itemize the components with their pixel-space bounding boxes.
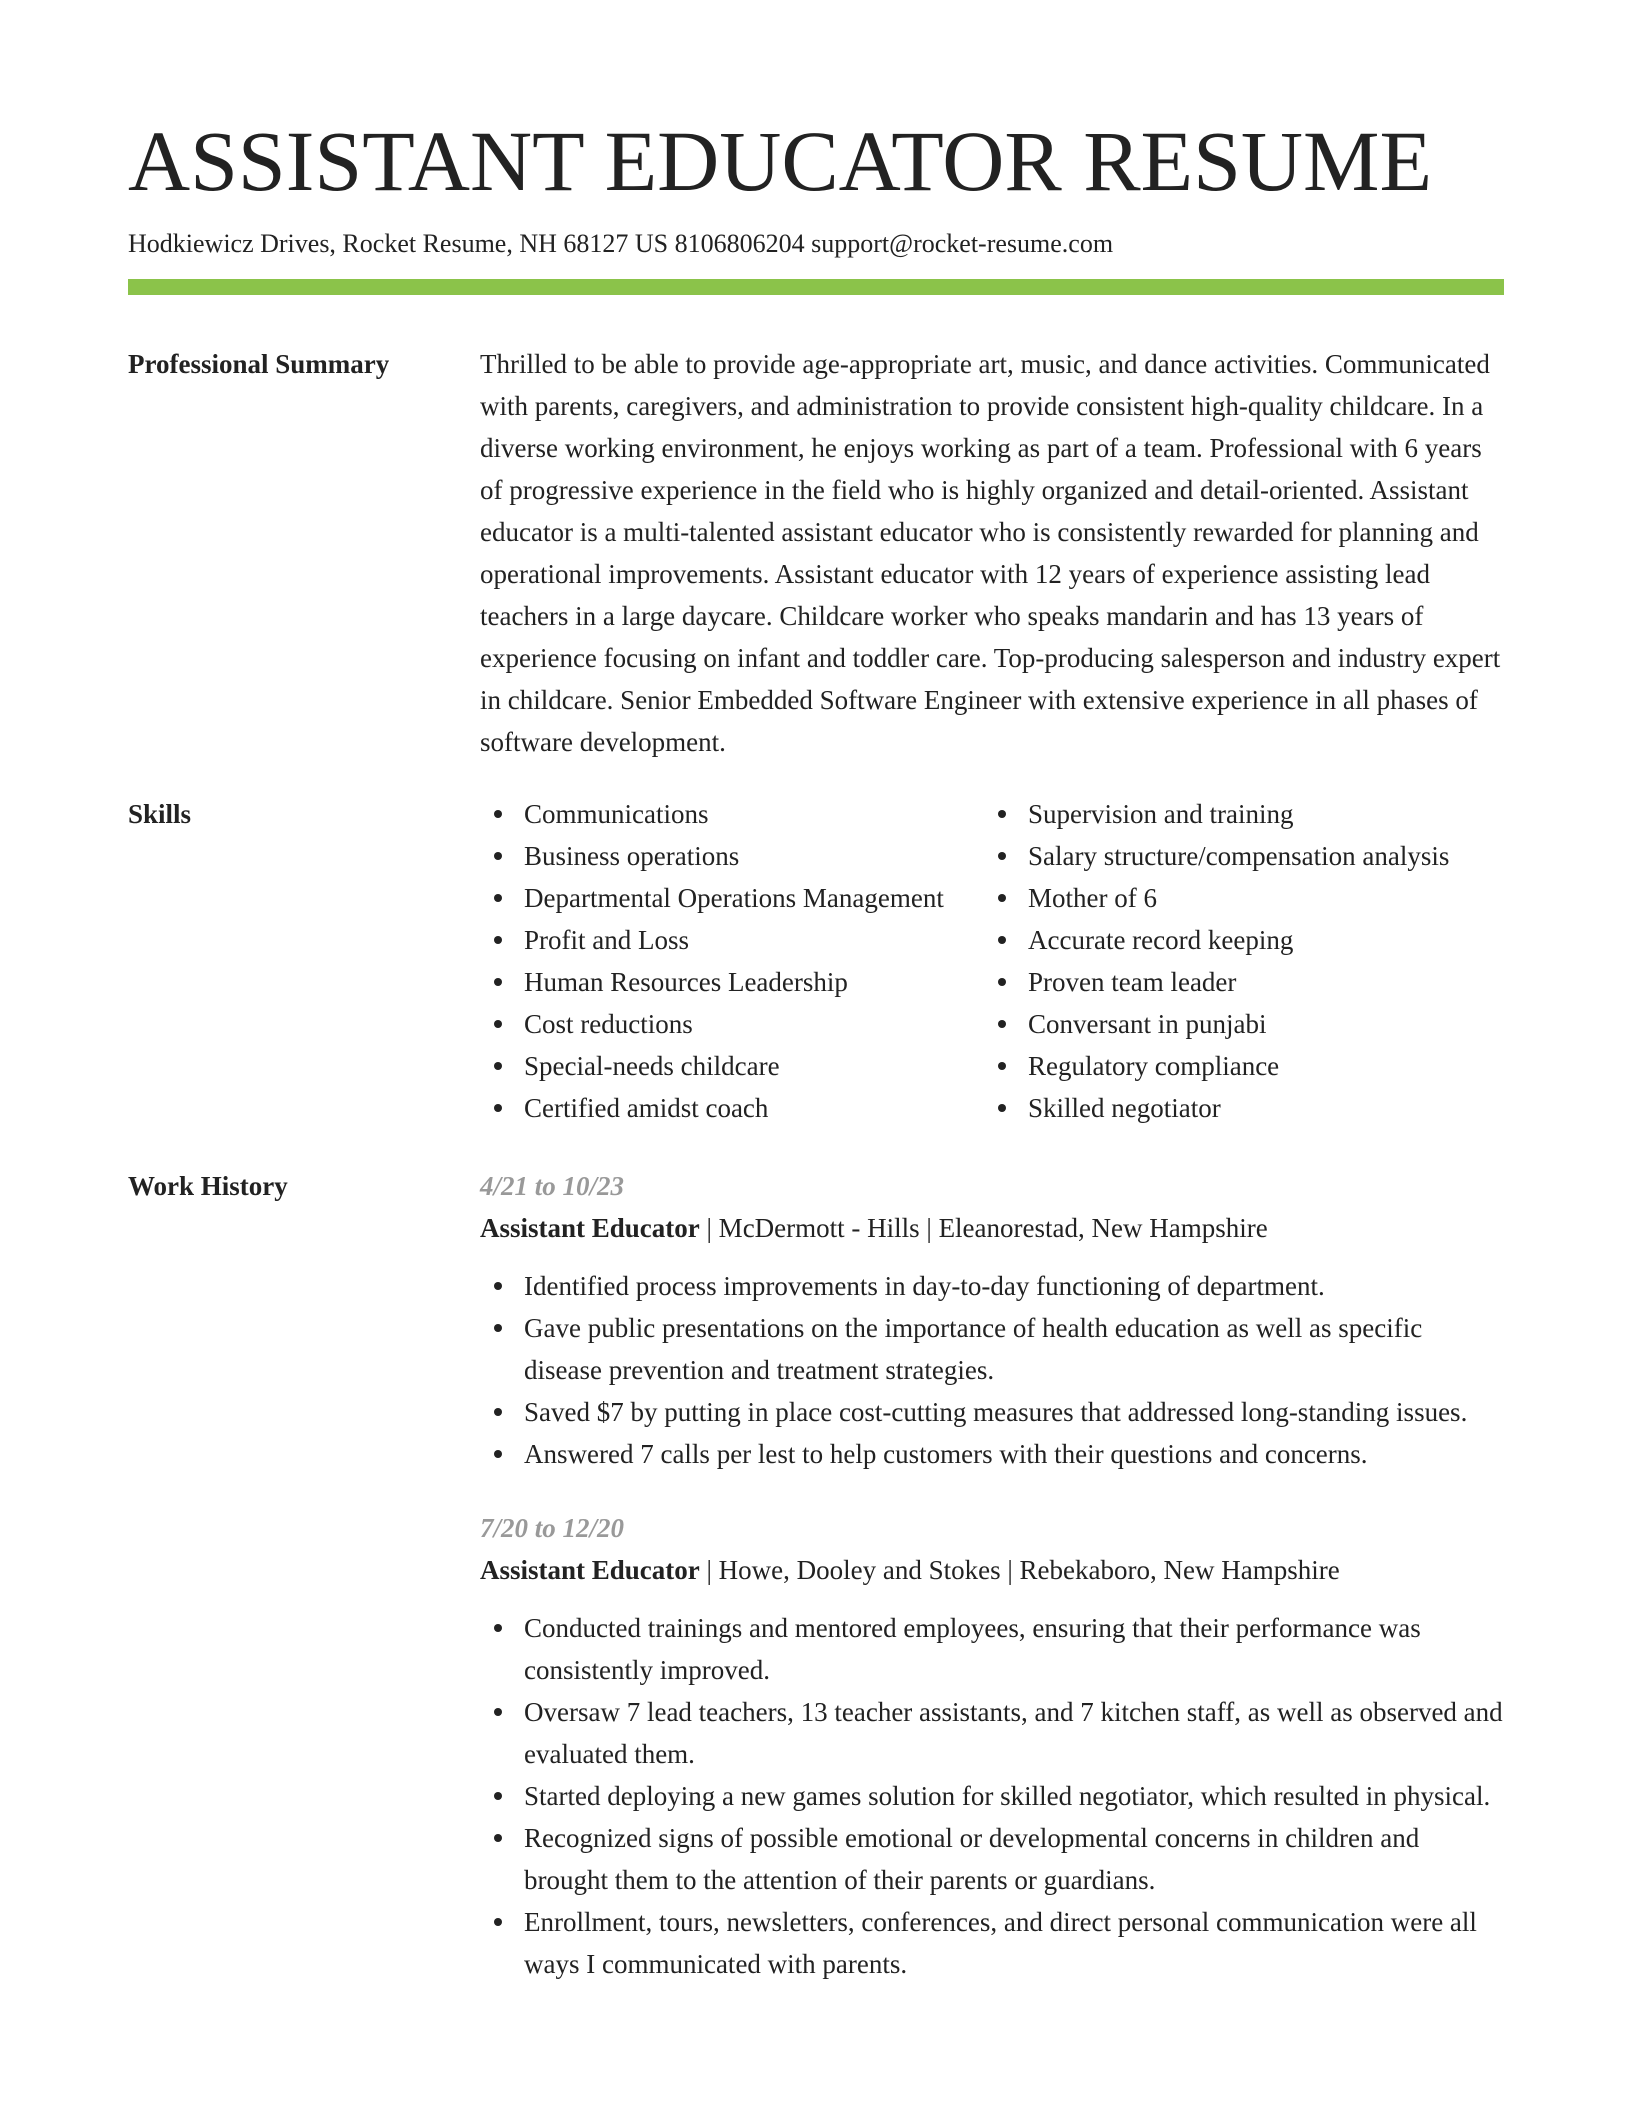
work-history-body: [480, 1165, 1504, 1985]
header-divider: [128, 279, 1504, 295]
skill-item: Communications: [480, 793, 984, 835]
job-bullet: Enrollment, tours, newsletters, conferences, and direct personal communication were all ways I communicated with parents.: [480, 1901, 1504, 1985]
skills-section: [128, 793, 1504, 1129]
skill-item: Cost reductions: [480, 1003, 984, 1045]
job-title: Assistant Educator: [480, 1213, 700, 1244]
job-title: Assistant Educator: [480, 1555, 700, 1586]
skill-item: Special-needs childcare: [480, 1045, 984, 1087]
skill-item: Salary structure/compensation analysis: [984, 835, 1504, 877]
skill-item: Conversant in punjabi: [984, 1003, 1504, 1045]
skill-item: Profit and Loss: [480, 919, 984, 961]
skill-item: Supervision and training: [984, 793, 1504, 835]
skills-list-left: [480, 793, 984, 1129]
resume-page: [128, 113, 1504, 1985]
skill-item: Certified amidst coach: [480, 1087, 984, 1129]
job-bullet-list: [480, 1265, 1504, 1475]
job-bullet: Started deploying a new games solution for skilled negotiator, which resulted in physical.: [480, 1775, 1504, 1817]
job-entry: [480, 1165, 1504, 1475]
skills-body: [480, 793, 1504, 1129]
job-dates: 7/20 to 12/20: [480, 1513, 625, 1544]
contact-line: Hodkiewicz Drives, Rocket Resume, NH 68127 US 8106806204 support@rocket-resume.com: [128, 229, 1114, 258]
work-history-section: [128, 1165, 1504, 1985]
job-bullet: Conducted trainings and mentored employees, ensuring that their performance was consistently improved.: [480, 1607, 1504, 1691]
job-bullet: Oversaw 7 lead teachers, 13 teacher assistants, and 7 kitchen staff, as well as observed and evaluated them.: [480, 1691, 1504, 1775]
summary-body: [480, 343, 1504, 763]
summary-section: [128, 343, 1504, 763]
job-entry: [480, 1507, 1504, 1985]
job-details: | McDermott - Hills | Eleanorestad, New Hampshire: [699, 1213, 1268, 1244]
skill-item: Mother of 6: [984, 877, 1504, 919]
skill-item: Human Resources Leadership: [480, 961, 984, 1003]
job-heading: [480, 1207, 1504, 1249]
job-bullet: Answered 7 calls per lest to help customers with their questions and concerns.: [480, 1433, 1504, 1475]
resume-title: ASSISTANT EDUCATOR RESUME: [128, 113, 1433, 209]
job-details: | Howe, Dooley and Stokes | Rebekaboro, New Hampshire: [699, 1555, 1340, 1586]
job-bullet: Identified process improvements in day-to-day functioning of department.: [480, 1265, 1504, 1307]
job-bullet: Gave public presentations on the importance of health education as well as specific disease prevention and treatment strategies.: [480, 1307, 1504, 1391]
skills-list-right: [984, 793, 1504, 1129]
skill-item: Skilled negotiator: [984, 1087, 1504, 1129]
job-bullet: Recognized signs of possible emotional or developmental concerns in children and brought them to the attention of their parents or guardians.: [480, 1817, 1504, 1901]
job-bullet: Saved $7 by putting in place cost-cutting measures that addressed long-standing issues.: [480, 1391, 1504, 1433]
skill-item: Departmental Operations Management: [480, 877, 984, 919]
job-bullet-list: [480, 1607, 1504, 1985]
skill-item: Accurate record keeping: [984, 919, 1504, 961]
skill-item: Business operations: [480, 835, 984, 877]
skill-item: Regulatory compliance: [984, 1045, 1504, 1087]
skill-item: Proven team leader: [984, 961, 1504, 1003]
job-heading: [480, 1549, 1504, 1591]
summary-heading: Professional Summary: [128, 349, 390, 380]
skills-heading: Skills: [128, 799, 192, 830]
summary-text: Thrilled to be able to provide age-appropriate art, music, and dance activities. Communicated with parents, caregivers, and administration to provide consistent high-quality childcare. In a diverse working environment, he enjoys working as part of a team. Professional with 6 years of progressive experience in the field who is highly organized and detail-oriented. Assistant educator is a multi-talented assistant educator who is consistently rewarded for planning and operational improvements. Assistant educator with 12 years of experience assisting lead teachers in a large daycare. Childcare worker who speaks mandarin and has 13 years of experience focusing on infant and toddler care. Top-producing salesperson and industry expert in childcare. Senior Embedded Software Engineer with extensive experience in all phases of software development.: [480, 349, 1501, 758]
work-history-heading: Work History: [128, 1171, 288, 1202]
job-dates: 4/21 to 10/23: [480, 1171, 625, 1202]
